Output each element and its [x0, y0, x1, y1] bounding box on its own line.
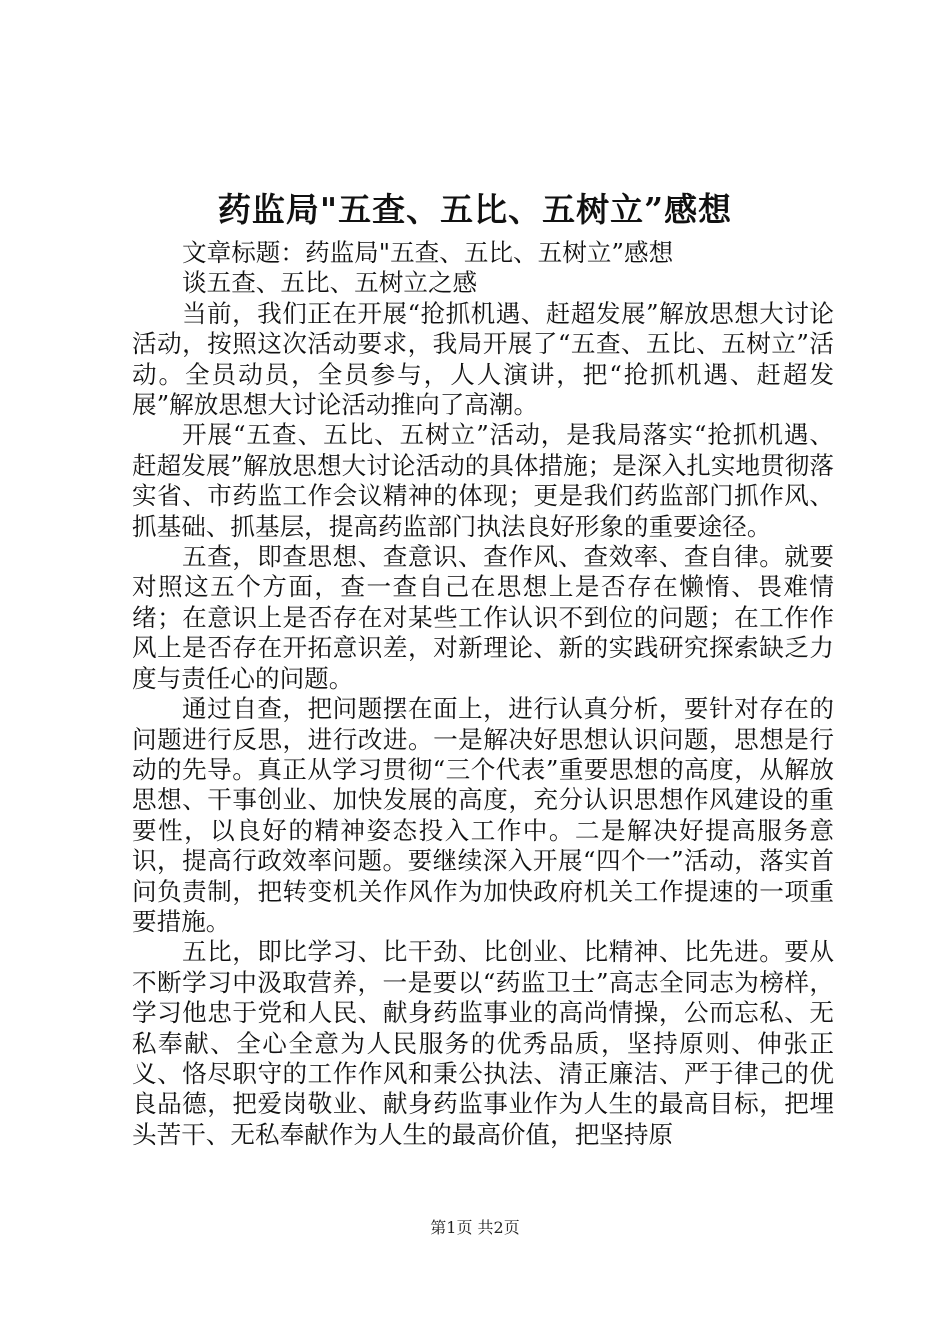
document-title: 药监局"五查、五比、五树立”感想: [217, 190, 733, 229]
paragraph: 当前，我们正在开展“抢抓机遇、赶超发展”解放思想大讨论活动，按照这次活动要求，我局开展了“五查、五比、五树立”活动。全员动员，全员参与，人人演讲，把“抢抓机遇、赶超发展”解放思想大讨论活动推向了高潮。: [132, 298, 834, 420]
document-body: [132, 238, 834, 1150]
paragraph: 开展“五查、五比、五树立”活动，是我局落实“抢抓机遇、赶超发展”解放思想大讨论活动的具体措施；是深入扎实地贯彻落实省、市药监工作会议精神的体现；更是我们药监部门抓作风、抓基础、抓基层，提高药监部门执法良好形象的重要途径。: [132, 420, 834, 541]
paragraph: 五比，即比学习、比干劲、比创业、比精神、比先进。要从不断学习中汲取营养，一是要以“药监卫士”高志全同志为榜样，学习他忠于党和人民、献身药监事业的高尚情操，公而忘私、无私奉献、全心全意为人民服务的优秀品质，坚持原则、伸张正义、恪尽职守的工作作风和秉公执法、清正廉洁、严于律己的优良品德，把爱岗敬业、献身药监事业作为人生的最高目标，把埋头苦干、无私奉献作为人生的最高价值，把坚持原: [132, 937, 834, 1149]
subtitle-line: 谈五查、五比、五树立之感: [182, 268, 478, 298]
paragraph: 通过自查，把问题摆在面上，进行认真分析，要针对存在的问题进行反思，进行改进。一是解决好思想认识问题，思想是行动的先导。真正从学习贯彻“三个代表”重要思想的高度，从解放思想、干事创业、加快发展的高度，充分认识思想作风建设的重要性，以良好的精神姿态投入工作中。二是解决好提高服务意识，提高行政效率问题。要继续深入开展“四个一”活动，落实首问负责制，把转变机关作风作为加快政府机关工作提速的一项重要措施。: [132, 694, 834, 936]
page-footer: 第1页 共2页: [430, 1218, 520, 1237]
paragraph: 五查，即查思想、查意识、查作风、查效率、查自律。就要对照这五个方面，查一查自己在思想上是否存在懒惰、畏难情绪；在意识上是否存在对某些工作认识不到位的问题；在工作作风上是否存在开拓意识差，对新理论、新的实践研究探索缺乏力度与责任心的问题。: [132, 542, 834, 693]
article-title-line: 文章标题：药监局"五查、五比、五树立”感想: [182, 238, 674, 267]
